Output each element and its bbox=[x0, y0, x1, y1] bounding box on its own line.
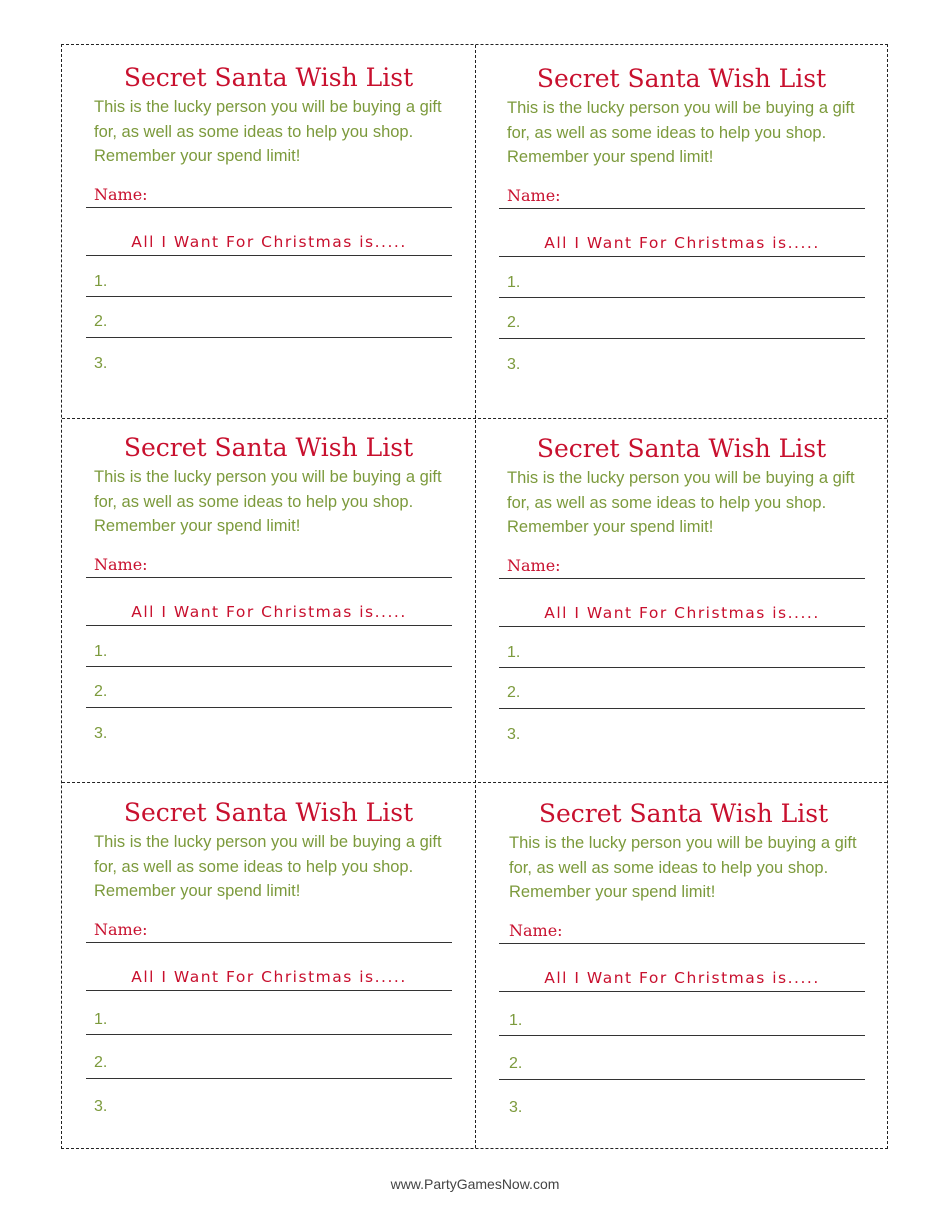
card-description: This is the lucky person you will be buying a gift for, as well as some ideas to help you shop. Remember your spend limit! bbox=[509, 834, 857, 901]
wish-item-3-label: 3. bbox=[507, 356, 521, 373]
name-label: Name: bbox=[509, 921, 563, 940]
wish-heading: All I Want For Christmas is..... bbox=[131, 603, 407, 621]
wish-item-1-label: 1. bbox=[94, 273, 108, 290]
wish-heading-rule bbox=[86, 255, 452, 256]
name-line[interactable] bbox=[499, 943, 865, 944]
cut-line-horizontal-2 bbox=[62, 782, 887, 783]
wish-item-2-label: 2. bbox=[507, 684, 521, 701]
card-title: Secret Santa Wish List bbox=[536, 434, 827, 463]
name-label: Name: bbox=[507, 186, 561, 205]
card-description: This is the lucky person you will be buying a gift for, as well as some ideas to help you shop. Remember your spend limit! bbox=[94, 98, 442, 165]
wish-heading: All I Want For Christmas is..... bbox=[544, 604, 820, 622]
wish-item-1-line[interactable] bbox=[86, 1034, 452, 1035]
name-label: Name: bbox=[94, 185, 148, 204]
card-title: Secret Santa Wish List bbox=[123, 433, 414, 462]
card-description: This is the lucky person you will be buying a gift for, as well as some ideas to help you shop. Remember your spend limit! bbox=[507, 99, 855, 166]
wish-item-2-line[interactable] bbox=[499, 338, 865, 339]
card-title: Secret Santa Wish List bbox=[123, 798, 414, 827]
wish-item-1-label: 1. bbox=[507, 644, 521, 661]
footer-website: www.PartyGamesNow.com bbox=[390, 1176, 560, 1192]
card-description: This is the lucky person you will be buying a gift for, as well as some ideas to help you shop. Remember your spend limit! bbox=[94, 833, 442, 900]
wish-list-sheet bbox=[61, 44, 888, 1149]
name-line[interactable] bbox=[86, 577, 452, 578]
wish-item-1-line[interactable] bbox=[499, 297, 865, 298]
wish-item-2-line[interactable] bbox=[499, 708, 865, 709]
wish-item-3-label: 3. bbox=[94, 725, 108, 742]
wish-item-2-line[interactable] bbox=[499, 1079, 865, 1080]
wish-item-1-label: 1. bbox=[509, 1012, 523, 1029]
name-line[interactable] bbox=[499, 208, 865, 209]
wish-item-3-label: 3. bbox=[509, 1099, 523, 1116]
wish-item-1-line[interactable] bbox=[499, 1035, 865, 1036]
name-label: Name: bbox=[94, 555, 148, 574]
wish-item-2-line[interactable] bbox=[86, 707, 452, 708]
wish-item-2-label: 2. bbox=[509, 1055, 523, 1072]
card-description: This is the lucky person you will be buying a gift for, as well as some ideas to help you shop. Remember your spend limit! bbox=[94, 468, 442, 535]
wish-item-3-label: 3. bbox=[507, 726, 521, 743]
name-line[interactable] bbox=[86, 207, 452, 208]
wish-item-1-line[interactable] bbox=[86, 296, 452, 297]
wish-heading-rule bbox=[86, 990, 452, 991]
name-label: Name: bbox=[507, 556, 561, 575]
wish-heading: All I Want For Christmas is..... bbox=[131, 968, 407, 986]
wish-heading: All I Want For Christmas is..... bbox=[544, 234, 820, 252]
wish-heading-rule bbox=[499, 626, 865, 627]
wish-item-3-label: 3. bbox=[94, 355, 108, 372]
wish-item-2-label: 2. bbox=[94, 683, 108, 700]
card-title: Secret Santa Wish List bbox=[123, 63, 414, 92]
wish-item-1-label: 1. bbox=[94, 643, 108, 660]
wish-item-1-line[interactable] bbox=[499, 667, 865, 668]
wish-item-1-label: 1. bbox=[94, 1011, 108, 1028]
cut-line-vertical bbox=[475, 45, 476, 1148]
name-label: Name: bbox=[94, 920, 148, 939]
card-title: Secret Santa Wish List bbox=[536, 64, 827, 93]
wish-item-2-label: 2. bbox=[94, 313, 108, 330]
wish-heading-rule bbox=[86, 625, 452, 626]
wish-heading-rule bbox=[499, 991, 865, 992]
name-line[interactable] bbox=[86, 942, 452, 943]
wish-item-3-label: 3. bbox=[94, 1098, 108, 1115]
wish-item-2-line[interactable] bbox=[86, 1078, 452, 1079]
wish-item-1-line[interactable] bbox=[86, 666, 452, 667]
wish-item-1-label: 1. bbox=[507, 274, 521, 291]
wish-item-2-line[interactable] bbox=[86, 337, 452, 338]
wish-heading: All I Want For Christmas is..... bbox=[131, 233, 407, 251]
cut-line-horizontal-1 bbox=[62, 418, 887, 419]
wish-heading-rule bbox=[499, 256, 865, 257]
wish-item-2-label: 2. bbox=[94, 1054, 108, 1071]
card-description: This is the lucky person you will be buying a gift for, as well as some ideas to help you shop. Remember your spend limit! bbox=[507, 469, 855, 536]
card-title: Secret Santa Wish List bbox=[538, 799, 829, 828]
name-line[interactable] bbox=[499, 578, 865, 579]
wish-item-2-label: 2. bbox=[507, 314, 521, 331]
wish-heading: All I Want For Christmas is..... bbox=[544, 969, 820, 987]
